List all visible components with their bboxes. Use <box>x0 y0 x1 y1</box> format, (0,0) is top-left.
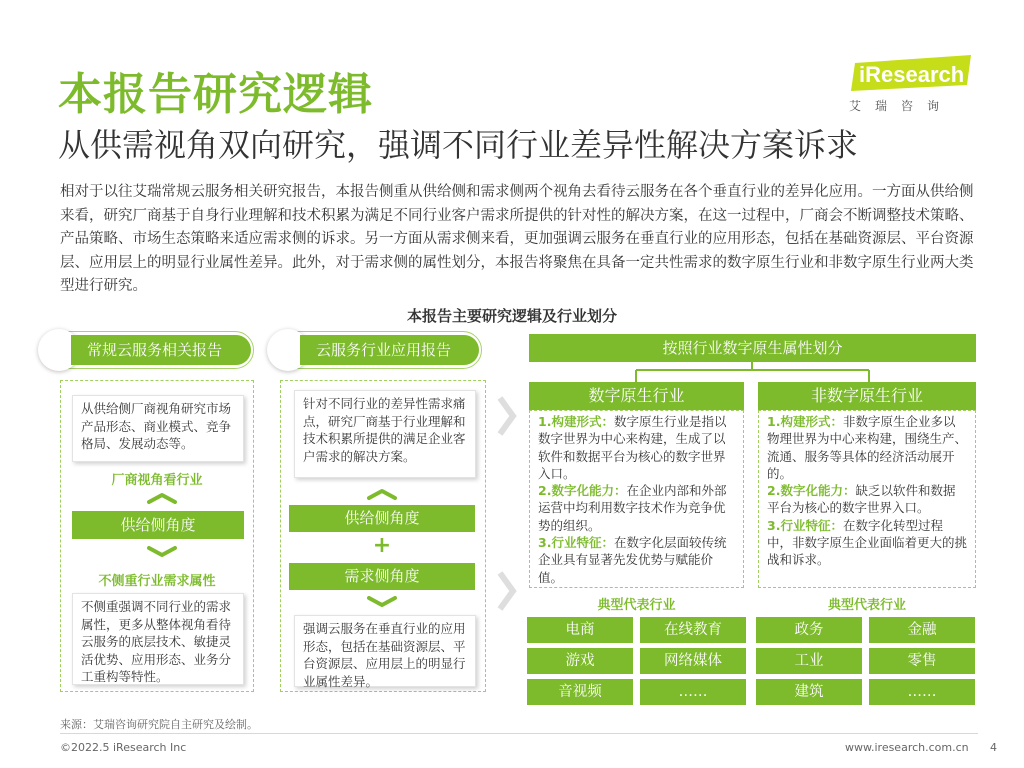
digital-v3: 在数字化层面较传统企业具有显著先发优势与赋能价值。 <box>538 535 727 585</box>
page-title: 本报告研究逻辑 <box>58 69 373 120</box>
industry-tile: 建筑 <box>756 679 862 705</box>
left-pill-label: 常规云服务相关报告 <box>71 335 251 365</box>
chevron-down-icon <box>146 546 178 558</box>
industry-tile: 政务 <box>756 617 862 643</box>
copyright: ©2022.5 iResearch Inc <box>60 741 187 754</box>
industry-tile: 网络媒体 <box>640 648 746 674</box>
industry-tile: 金融 <box>869 617 975 643</box>
digital-native-header: 数字原生行业 <box>529 382 744 410</box>
nondigital-v2: 缺乏以软件和数据平台为核心的数字世界入口。 <box>767 483 956 516</box>
arrow-right-icon <box>496 395 518 437</box>
right-header: 按照行业数字原生属性划分 <box>529 334 976 362</box>
non-digital-native-desc <box>758 410 976 588</box>
industry-tile: 零售 <box>869 648 975 674</box>
nondigital-k3: 3.行业特征： <box>767 517 843 533</box>
middle-demand-bar: 需求侧角度 <box>289 563 475 590</box>
digital-v2: 在企业内部和外部运营中均利用数字技术作为竞争优势的组织。 <box>538 483 727 533</box>
digital-native-desc <box>529 410 744 588</box>
logo-cn-text: 艾瑞咨询 <box>849 99 954 113</box>
industry-tile: 在线教育 <box>640 617 746 643</box>
left-supply-bar: 供给侧角度 <box>72 511 244 539</box>
middle-pill <box>269 331 482 369</box>
industry-tile: 游戏 <box>527 648 633 674</box>
page-subtitle: 从供需视角双向研究，强调不同行业差异性解决方案诉求 <box>58 126 859 164</box>
digital-k2: 2.数字化能力： <box>538 483 627 499</box>
digital-k3: 3.行业特征： <box>538 535 614 551</box>
source-note: 来源：艾瑞咨询研究院自主研究及绘制。 <box>60 718 258 731</box>
chevron-up-icon <box>366 488 398 500</box>
nondigital-rep-label: 典型代表行业 <box>827 598 906 613</box>
industry-tile: 电商 <box>527 617 633 643</box>
middle-pill-label: 云服务行业应用报告 <box>300 335 479 365</box>
svg-text:iResearch: iResearch <box>859 62 965 87</box>
middle-bottom-text: 强调云服务在垂直行业的应用形态，包括在基础资源层、平台资源层、应用层上的明显行业属性差异。 <box>294 615 476 687</box>
intro-paragraph: 相对于以往艾瑞常规云服务相关研究报告，本报告侧重从供给侧和需求侧两个视角去看待云服务在各个垂直行业的差异化应用。一方面从供给侧来看，研究厂商基于自身行业理解和技术积累为满足不同行业客户需求所提供的针对性的解决方案，在这一过程中，厂商会不断调整技术策略、产品策略、市场生态策略来适应需求侧的诉求。另一方面从需求侧来看，更加强调云服务在垂直行业的应用形态，包括在基础资源层、平台资源层、应用层上的明显行业属性差异。此外，对于需求侧的属性划分，本报告将聚焦在具备一定共性需求的数字原生行业和非数字原生行业两大类型进行研究。 <box>60 184 974 295</box>
left-label-bottom: 不侧重行业需求属性 <box>98 574 216 589</box>
plus-icon: + <box>372 533 392 558</box>
middle-supply-bar: 供给侧角度 <box>289 505 475 532</box>
industry-tile: 工业 <box>756 648 862 674</box>
connector-lines <box>529 362 976 382</box>
industry-tile: 音视频 <box>527 679 633 705</box>
nondigital-k1: 1.构建形式： <box>767 414 843 429</box>
left-top-text: 从供给侧厂商视角研究市场产品形态、商业模式、竞争格局、发展动态等。 <box>72 395 244 462</box>
diagram-title: 本报告主要研究逻辑及行业划分 <box>406 307 617 325</box>
arrow-right-icon <box>496 570 518 612</box>
industry-tile: …… <box>640 679 746 705</box>
page-number: 4 <box>990 741 997 754</box>
website-link[interactable]: www.iresearch.com.cn <box>845 741 969 754</box>
logo-mark <box>845 55 971 91</box>
digital-rep-label: 典型代表行业 <box>597 598 676 613</box>
left-pill <box>40 331 254 369</box>
nondigital-v3: 在数字化转型过程中，非数字原生企业面临着更大的挑战和诉求。 <box>767 517 968 568</box>
non-digital-native-header: 非数字原生行业 <box>758 382 976 410</box>
footer-divider <box>60 733 978 734</box>
industry-tile: …… <box>869 679 975 705</box>
chevron-down-icon <box>366 596 398 608</box>
chevron-up-icon <box>146 492 178 504</box>
digital-v1: 数字原生行业是指以数字世界为中心来构建，生成了以软件和数据平台为核心的数字世界入口。 <box>538 414 727 481</box>
iresearch-logo <box>845 55 975 120</box>
left-label-top: 厂商视角看行业 <box>111 473 203 488</box>
nondigital-k2: 2.数字化能力： <box>767 483 856 499</box>
middle-top-text: 针对不同行业的差异性需求痛点，研究厂商基于行业理解和技术积累所提供的满足企业客户需求的解决方案。 <box>294 390 476 478</box>
digital-k1: 1.构建形式： <box>538 414 614 429</box>
left-bottom-text: 不侧重强调不同行业的需求属性，更多从整体视角看待云服务的底层技术、敏捷灵活优势、应用形态、业务分工重构等特性。 <box>72 593 244 685</box>
nondigital-v1: 非数字原生企业多以物理世界为中心来构建，围绕生产、流通、服务等具体的经济活动展开的。 <box>767 414 968 481</box>
